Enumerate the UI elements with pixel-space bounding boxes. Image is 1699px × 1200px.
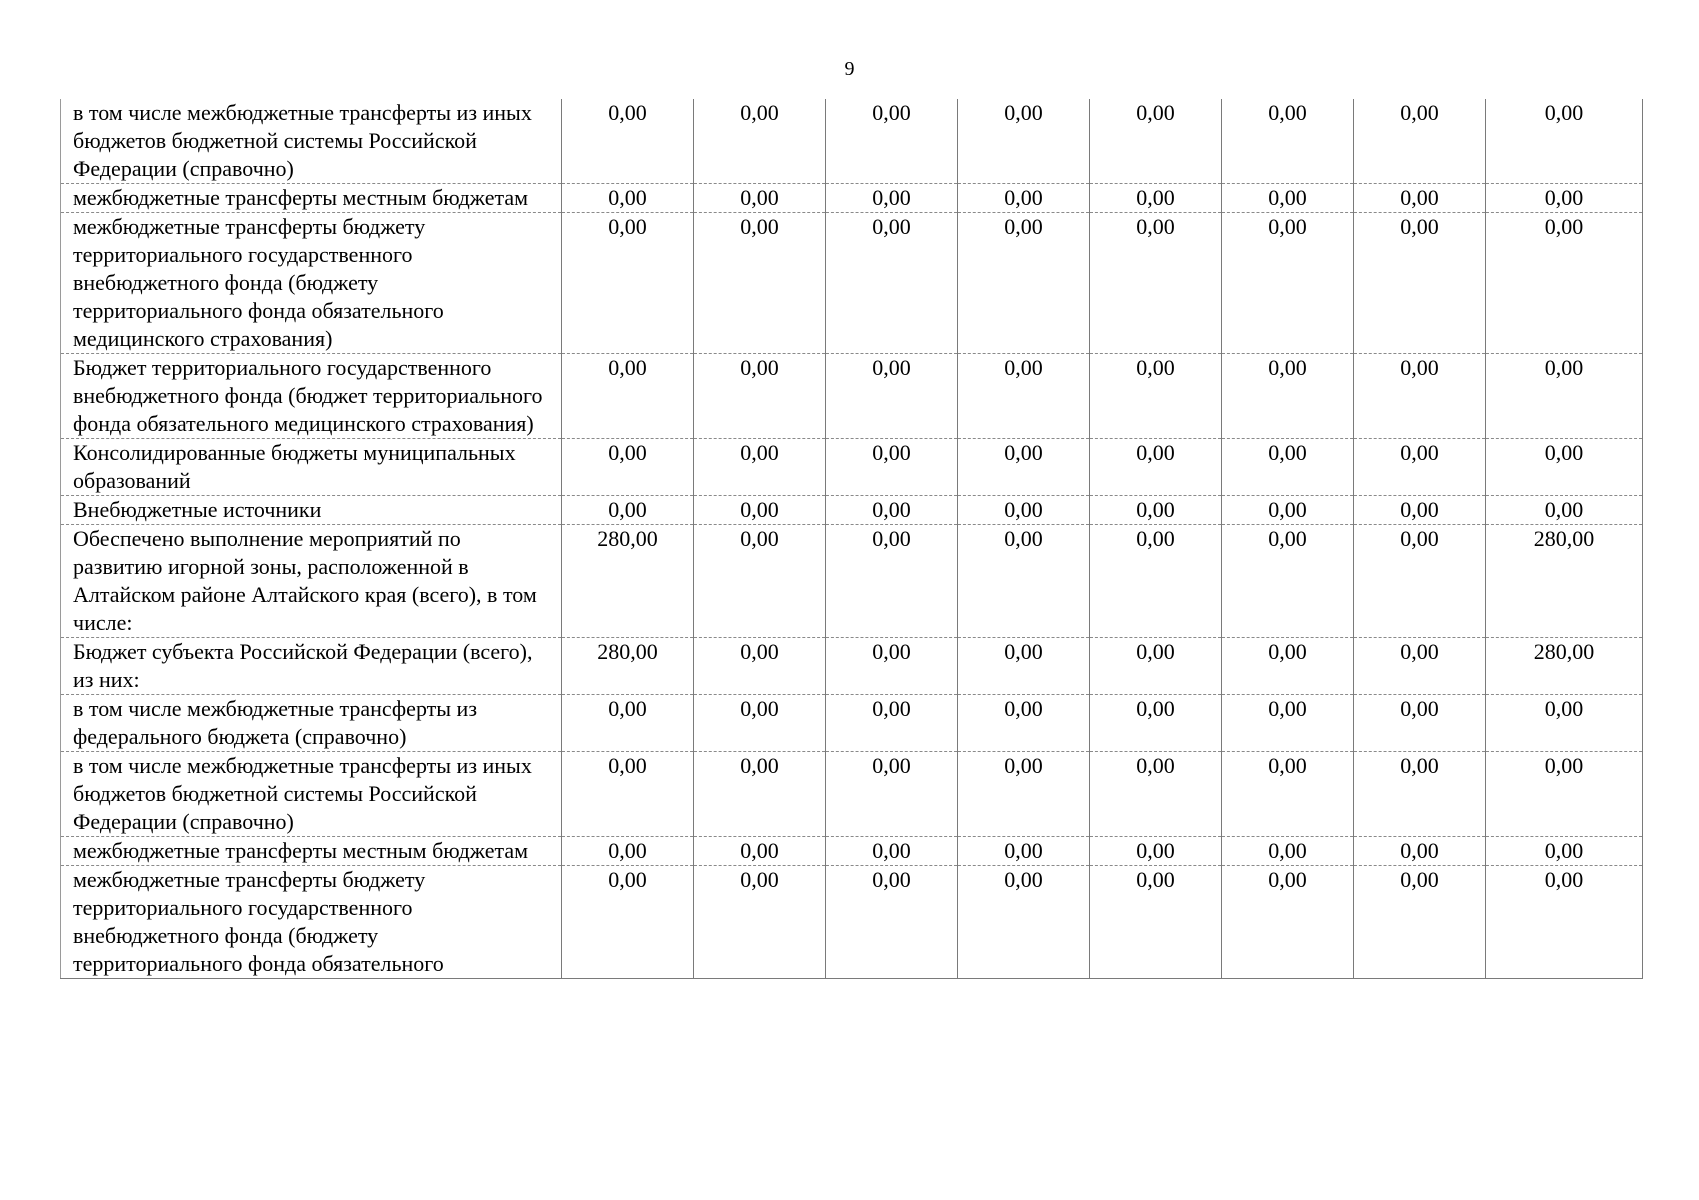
value-cell bbox=[1222, 496, 1354, 525]
cell-value: 0,00 bbox=[1004, 355, 1043, 380]
value-cell bbox=[1222, 213, 1354, 354]
cell-value: 0,00 bbox=[1400, 214, 1439, 239]
value-cell bbox=[1486, 752, 1643, 837]
cell-value: 0,00 bbox=[872, 753, 911, 778]
value-cell bbox=[1486, 525, 1643, 638]
cell-value: 0,00 bbox=[740, 696, 779, 721]
cell-value: 0,00 bbox=[1400, 100, 1439, 125]
cell-value: 0,00 bbox=[740, 838, 779, 863]
value-cell bbox=[1354, 837, 1486, 866]
table-row bbox=[61, 695, 1643, 752]
value-cell bbox=[826, 184, 958, 213]
cell-value: 0,00 bbox=[608, 696, 647, 721]
value-cell bbox=[826, 752, 958, 837]
value-cell bbox=[826, 496, 958, 525]
value-cell bbox=[1222, 99, 1354, 184]
cell-value: 0,00 bbox=[1268, 838, 1307, 863]
value-cell bbox=[958, 354, 1090, 439]
cell-value: 0,00 bbox=[872, 526, 911, 551]
value-cell bbox=[1486, 695, 1643, 752]
cell-value: 0,00 bbox=[1400, 497, 1439, 522]
table-row bbox=[61, 866, 1643, 979]
value-cell bbox=[694, 354, 826, 439]
value-cell bbox=[562, 525, 694, 638]
value-cell bbox=[1222, 752, 1354, 837]
cell-value: 0,00 bbox=[608, 214, 647, 239]
value-cell bbox=[1354, 213, 1486, 354]
cell-value: 0,00 bbox=[1268, 526, 1307, 551]
value-cell bbox=[1354, 866, 1486, 979]
table-row bbox=[61, 213, 1643, 354]
cell-value: 0,00 bbox=[1136, 526, 1175, 551]
value-cell bbox=[1486, 354, 1643, 439]
value-cell bbox=[562, 184, 694, 213]
value-cell bbox=[562, 439, 694, 496]
cell-value: 0,00 bbox=[1544, 440, 1584, 465]
cell-value: 0,00 bbox=[608, 100, 647, 125]
row-label: межбюджетные трансферты местным бюджетам bbox=[61, 837, 562, 866]
value-cell bbox=[1090, 752, 1222, 837]
cell-value: 0,00 bbox=[1004, 497, 1043, 522]
value-cell bbox=[562, 354, 694, 439]
value-cell bbox=[826, 213, 958, 354]
cell-value: 0,00 bbox=[1136, 838, 1175, 863]
cell-value: 0,00 bbox=[1400, 867, 1439, 892]
cell-value: 0,00 bbox=[1400, 355, 1439, 380]
cell-value: 0,00 bbox=[1268, 214, 1307, 239]
value-cell bbox=[694, 525, 826, 638]
value-cell bbox=[1486, 837, 1643, 866]
cell-value: 0,00 bbox=[1544, 867, 1584, 892]
value-cell bbox=[958, 837, 1090, 866]
cell-value: 280,00 bbox=[1533, 526, 1595, 551]
cell-value: 0,00 bbox=[1400, 838, 1439, 863]
value-cell bbox=[1354, 638, 1486, 695]
table-row bbox=[61, 354, 1643, 439]
value-cell bbox=[694, 99, 826, 184]
table-row bbox=[61, 184, 1643, 213]
value-cell bbox=[562, 866, 694, 979]
cell-value: 0,00 bbox=[1544, 753, 1584, 778]
cell-value: 0,00 bbox=[1136, 867, 1175, 892]
cell-value: 0,00 bbox=[1004, 100, 1043, 125]
value-cell bbox=[1090, 837, 1222, 866]
row-label: межбюджетные трансферты бюджету территориального государственного внебюджетного фонда (бюджету территориального фонда обязательного bbox=[61, 866, 562, 979]
value-cell bbox=[826, 99, 958, 184]
value-cell bbox=[562, 752, 694, 837]
value-cell bbox=[562, 213, 694, 354]
row-label: Внебюджетные источники bbox=[61, 496, 562, 525]
value-cell bbox=[562, 496, 694, 525]
cell-value: 0,00 bbox=[1136, 355, 1175, 380]
value-cell bbox=[694, 213, 826, 354]
value-cell bbox=[958, 752, 1090, 837]
row-label: межбюджетные трансферты бюджету территориального государственного внебюджетного фонда (бюджету территориального фонда обязательного медицинского страхования) bbox=[61, 213, 562, 354]
value-cell bbox=[1090, 439, 1222, 496]
value-cell bbox=[1486, 184, 1643, 213]
value-cell bbox=[1222, 866, 1354, 979]
cell-value: 0,00 bbox=[1136, 440, 1175, 465]
value-cell bbox=[1222, 525, 1354, 638]
cell-value: 0,00 bbox=[872, 696, 911, 721]
value-cell bbox=[694, 638, 826, 695]
cell-value: 0,00 bbox=[1136, 639, 1175, 664]
cell-value: 0,00 bbox=[1268, 696, 1307, 721]
table-row bbox=[61, 525, 1643, 638]
row-label: Обеспечено выполнение мероприятий по развитию игорной зоны, расположенной в Алтайском районе Алтайского края (всего), в том числе: bbox=[61, 525, 562, 638]
cell-value: 0,00 bbox=[1268, 639, 1307, 664]
value-cell bbox=[1222, 638, 1354, 695]
value-cell bbox=[958, 213, 1090, 354]
cell-value: 0,00 bbox=[1400, 639, 1439, 664]
cell-value: 0,00 bbox=[608, 440, 647, 465]
value-cell bbox=[1486, 213, 1643, 354]
cell-value: 0,00 bbox=[1400, 185, 1439, 210]
row-label: в том числе межбюджетные трансферты из иных бюджетов бюджетной системы Российской Федерации (справочно) bbox=[61, 752, 562, 837]
value-cell bbox=[694, 184, 826, 213]
cell-value: 0,00 bbox=[1268, 355, 1307, 380]
cell-value: 0,00 bbox=[1400, 696, 1439, 721]
row-label: межбюджетные трансферты местным бюджетам bbox=[61, 184, 562, 213]
value-cell bbox=[1090, 184, 1222, 213]
value-cell bbox=[826, 354, 958, 439]
value-cell bbox=[1486, 99, 1643, 184]
row-label: Консолидированные бюджеты муниципальных образований bbox=[61, 439, 562, 496]
value-cell bbox=[694, 752, 826, 837]
cell-value: 0,00 bbox=[740, 214, 779, 239]
cell-value: 0,00 bbox=[1544, 696, 1584, 721]
value-cell bbox=[694, 496, 826, 525]
page-number: 9 bbox=[844, 58, 855, 80]
cell-value: 0,00 bbox=[740, 639, 779, 664]
table-body bbox=[61, 99, 1643, 979]
row-label: в том числе межбюджетные трансферты из федерального бюджета (справочно) bbox=[61, 695, 562, 752]
budget-table bbox=[60, 99, 1643, 979]
value-cell bbox=[1354, 752, 1486, 837]
cell-value: 0,00 bbox=[740, 497, 779, 522]
value-cell bbox=[1486, 638, 1643, 695]
cell-value: 0,00 bbox=[1136, 497, 1175, 522]
value-cell bbox=[1354, 439, 1486, 496]
cell-value: 0,00 bbox=[740, 185, 779, 210]
cell-value: 0,00 bbox=[1004, 838, 1043, 863]
cell-value: 0,00 bbox=[1004, 639, 1043, 664]
cell-value: 0,00 bbox=[1544, 214, 1584, 239]
value-cell bbox=[958, 184, 1090, 213]
cell-value: 0,00 bbox=[1268, 440, 1307, 465]
cell-value: 0,00 bbox=[1004, 526, 1043, 551]
cell-value: 0,00 bbox=[872, 497, 911, 522]
cell-value: 280,00 bbox=[597, 639, 658, 664]
value-cell bbox=[826, 837, 958, 866]
value-cell bbox=[826, 525, 958, 638]
cell-value: 0,00 bbox=[1268, 497, 1307, 522]
value-cell bbox=[1090, 695, 1222, 752]
cell-value: 0,00 bbox=[1544, 185, 1584, 210]
table-row bbox=[61, 837, 1643, 866]
value-cell bbox=[1354, 99, 1486, 184]
cell-value: 0,00 bbox=[740, 526, 779, 551]
cell-value: 0,00 bbox=[1400, 440, 1439, 465]
row-label: в том числе межбюджетные трансферты из иных бюджетов бюджетной системы Российской Федерации (справочно) bbox=[61, 99, 562, 184]
value-cell bbox=[1222, 439, 1354, 496]
value-cell bbox=[1090, 525, 1222, 638]
value-cell bbox=[826, 866, 958, 979]
cell-value: 0,00 bbox=[1544, 100, 1584, 125]
value-cell bbox=[694, 866, 826, 979]
cell-value: 0,00 bbox=[1268, 185, 1307, 210]
value-cell bbox=[1486, 439, 1643, 496]
cell-value: 0,00 bbox=[872, 867, 911, 892]
value-cell bbox=[826, 695, 958, 752]
value-cell bbox=[562, 99, 694, 184]
value-cell bbox=[1486, 866, 1643, 979]
value-cell bbox=[958, 638, 1090, 695]
cell-value: 280,00 bbox=[1533, 639, 1595, 664]
value-cell bbox=[562, 638, 694, 695]
value-cell bbox=[1222, 695, 1354, 752]
value-cell bbox=[1354, 184, 1486, 213]
table-row bbox=[61, 496, 1643, 525]
cell-value: 280,00 bbox=[597, 526, 658, 551]
cell-value: 0,00 bbox=[608, 497, 647, 522]
cell-value: 0,00 bbox=[1268, 867, 1307, 892]
value-cell bbox=[1090, 638, 1222, 695]
cell-value: 0,00 bbox=[1268, 100, 1307, 125]
cell-value: 0,00 bbox=[1268, 753, 1307, 778]
value-cell bbox=[1090, 213, 1222, 354]
cell-value: 0,00 bbox=[1136, 185, 1175, 210]
table-row bbox=[61, 439, 1643, 496]
cell-value: 0,00 bbox=[1004, 440, 1043, 465]
cell-value: 0,00 bbox=[1136, 214, 1175, 239]
value-cell bbox=[562, 837, 694, 866]
cell-value: 0,00 bbox=[872, 355, 911, 380]
cell-value: 0,00 bbox=[1400, 526, 1439, 551]
row-label: Бюджет территориального государственного внебюджетного фонда (бюджет территориального фонда обязательного медицинского страхования) bbox=[61, 354, 562, 439]
cell-value: 0,00 bbox=[1004, 696, 1043, 721]
value-cell bbox=[1090, 496, 1222, 525]
cell-value: 0,00 bbox=[608, 867, 647, 892]
cell-value: 0,00 bbox=[1544, 838, 1584, 863]
cell-value: 0,00 bbox=[872, 838, 911, 863]
value-cell bbox=[562, 695, 694, 752]
cell-value: 0,00 bbox=[1544, 355, 1584, 380]
value-cell bbox=[826, 439, 958, 496]
cell-value: 0,00 bbox=[872, 100, 911, 125]
cell-value: 0,00 bbox=[740, 100, 779, 125]
value-cell bbox=[1222, 184, 1354, 213]
value-cell bbox=[958, 99, 1090, 184]
cell-value: 0,00 bbox=[1004, 867, 1043, 892]
value-cell bbox=[1090, 99, 1222, 184]
cell-value: 0,00 bbox=[1400, 753, 1439, 778]
value-cell bbox=[1090, 866, 1222, 979]
value-cell bbox=[1090, 354, 1222, 439]
cell-value: 0,00 bbox=[1136, 100, 1175, 125]
value-cell bbox=[958, 496, 1090, 525]
cell-value: 0,00 bbox=[608, 753, 647, 778]
value-cell bbox=[1222, 837, 1354, 866]
cell-value: 0,00 bbox=[872, 639, 911, 664]
value-cell bbox=[694, 695, 826, 752]
value-cell bbox=[958, 439, 1090, 496]
table-row bbox=[61, 638, 1643, 695]
cell-value: 0,00 bbox=[608, 355, 647, 380]
value-cell bbox=[826, 638, 958, 695]
cell-value: 0,00 bbox=[1136, 753, 1175, 778]
cell-value: 0,00 bbox=[872, 185, 911, 210]
value-cell bbox=[1354, 525, 1486, 638]
cell-value: 0,00 bbox=[740, 753, 779, 778]
value-cell bbox=[1222, 354, 1354, 439]
value-cell bbox=[1354, 354, 1486, 439]
value-cell bbox=[1486, 496, 1643, 525]
row-label: Бюджет субъекта Российской Федерации (всего), из них: bbox=[61, 638, 562, 695]
value-cell bbox=[1354, 695, 1486, 752]
cell-value: 0,00 bbox=[740, 867, 779, 892]
cell-value: 0,00 bbox=[608, 838, 647, 863]
cell-value: 0,00 bbox=[1136, 696, 1175, 721]
value-cell bbox=[694, 439, 826, 496]
cell-value: 0,00 bbox=[740, 440, 779, 465]
cell-value: 0,00 bbox=[872, 440, 911, 465]
value-cell bbox=[694, 837, 826, 866]
table-row bbox=[61, 99, 1643, 184]
cell-value: 0,00 bbox=[1544, 497, 1584, 522]
cell-value: 0,00 bbox=[740, 355, 779, 380]
cell-value: 0,00 bbox=[1004, 214, 1043, 239]
value-cell bbox=[958, 695, 1090, 752]
cell-value: 0,00 bbox=[1004, 753, 1043, 778]
cell-value: 0,00 bbox=[608, 185, 647, 210]
value-cell bbox=[1354, 496, 1486, 525]
cell-value: 0,00 bbox=[872, 214, 911, 239]
value-cell bbox=[958, 866, 1090, 979]
value-cell bbox=[958, 525, 1090, 638]
table-row bbox=[61, 752, 1643, 837]
cell-value: 0,00 bbox=[1004, 185, 1043, 210]
